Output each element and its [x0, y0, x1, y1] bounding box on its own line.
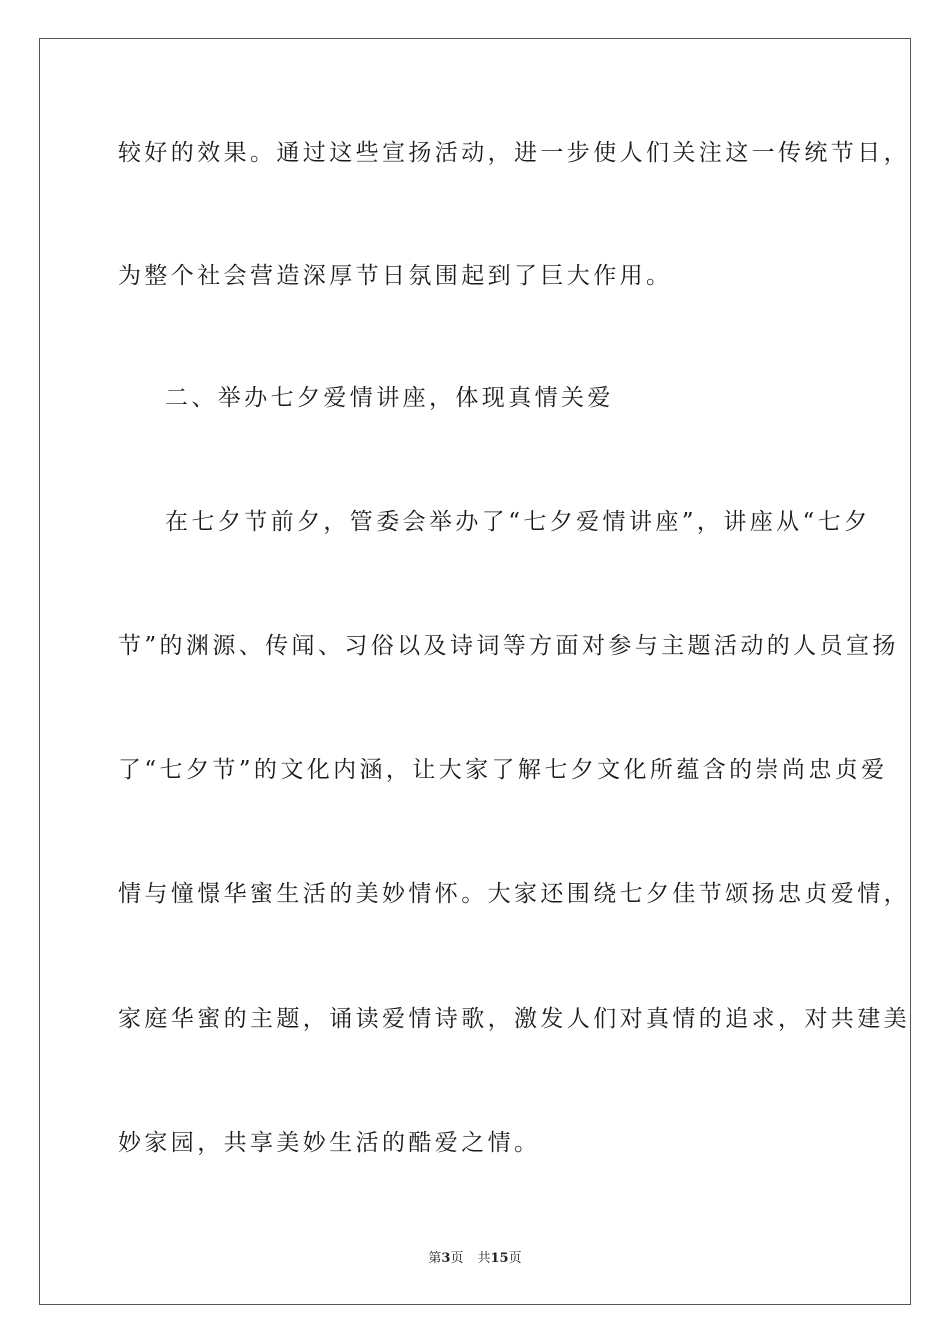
- body-line-2: 为整个社会营造深厚节日氛围起到了巨大作用。: [118, 263, 673, 289]
- section-heading: 二、举办七夕爱情讲座，体现真情关爱: [165, 385, 614, 411]
- page-footer: [0, 1247, 950, 1266]
- page-prefix: 第: [428, 1251, 442, 1266]
- body-line-9: 妙家园，共享美妙生活的酷爱之情。: [118, 1130, 541, 1156]
- total-suffix: 页: [508, 1251, 522, 1266]
- body-line-7: 情与憧憬华蜜生活的美妙情怀。大家还围绕七夕佳节颂扬忠贞爱情，: [118, 881, 910, 907]
- body-line-5: 节”的渊源、传闻、习俗以及诗词等方面对参与主题活动的人员宣扬: [118, 633, 899, 659]
- total-prefix: 共: [477, 1251, 491, 1266]
- body-line-6: 了“七夕节”的文化内涵，让大家了解七夕文化所蕴含的崇尚忠贞爱: [118, 757, 888, 783]
- body-line-1: 较好的效果。通过这些宣扬活动，进一步使人们关注这一传统节日，: [118, 140, 910, 166]
- body-line-4: 在七夕节前夕，管委会举办了“七夕爱情讲座”，讲座从“七夕: [165, 509, 871, 535]
- total-pages-number: 15: [490, 1251, 509, 1266]
- body-line-8: 家庭华蜜的主题，诵读爱情诗歌，激发人们对真情的追求，对共建美: [118, 1006, 910, 1032]
- page-suffix: 页: [450, 1251, 464, 1266]
- page-border: [39, 38, 911, 1305]
- current-page-number: 3: [441, 1251, 451, 1266]
